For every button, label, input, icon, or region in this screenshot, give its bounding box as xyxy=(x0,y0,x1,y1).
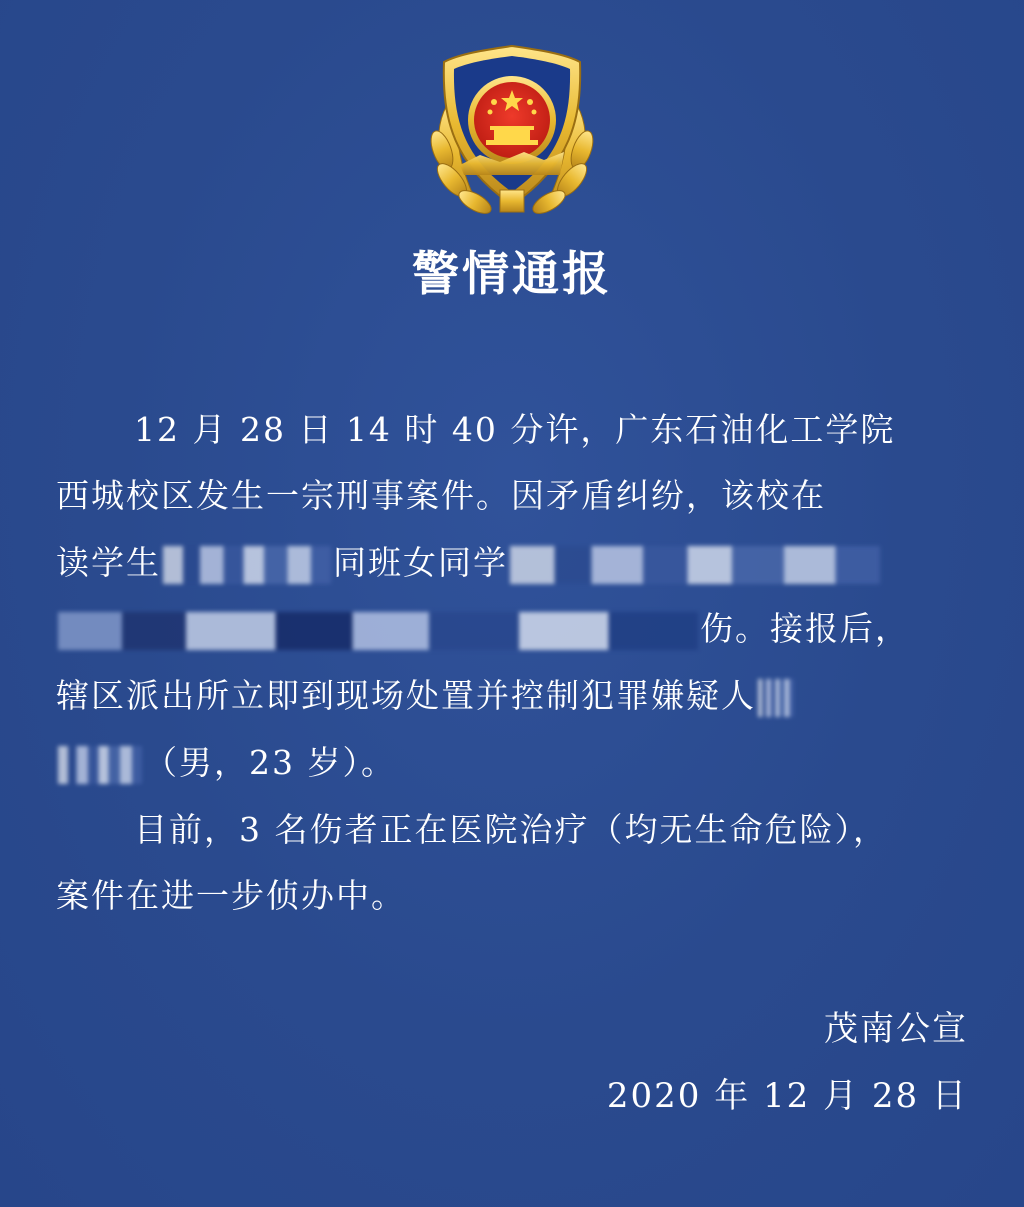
body-line-6 xyxy=(56,737,396,789)
redacted-name-block xyxy=(58,746,142,784)
redacted-name-block xyxy=(163,546,331,584)
notice-title: 警情通报 xyxy=(412,247,612,302)
police-emblem-icon xyxy=(420,40,604,226)
body-line-6-text: （男，23 岁）。 xyxy=(144,743,396,782)
body-line-4-end: 伤。接报后， xyxy=(700,609,910,648)
body-line-3 xyxy=(56,537,882,589)
redacted-name-block xyxy=(758,679,794,717)
body-line-3-middle: 同班女同学 xyxy=(333,543,508,582)
issuer-name: 茂南公宣 xyxy=(824,1009,968,1049)
body-line-2: 西城校区发生一宗刑事案件。因矛盾纠纷，该校在 xyxy=(56,476,826,515)
body-line-4 xyxy=(56,603,910,655)
issue-date: 2020 年 12 月 28 日 xyxy=(606,1076,968,1116)
body-line-1: 12 月 28 日 14 时 40 分许，广东石油化工学院 xyxy=(134,410,896,449)
body-line-7: 目前，3 名伤者正在医院治疗（均无生命危险）， xyxy=(134,810,888,849)
body-line-8: 案件在进一步侦办中。 xyxy=(56,876,406,915)
body-line-5-text: 辖区派出所立即到现场处置并控制犯罪嫌疑人 xyxy=(56,676,756,715)
body-line-5 xyxy=(56,670,796,722)
body-line-3-start: 读学生 xyxy=(56,543,161,582)
redacted-text-block xyxy=(58,612,698,650)
redacted-text-block xyxy=(510,546,880,584)
